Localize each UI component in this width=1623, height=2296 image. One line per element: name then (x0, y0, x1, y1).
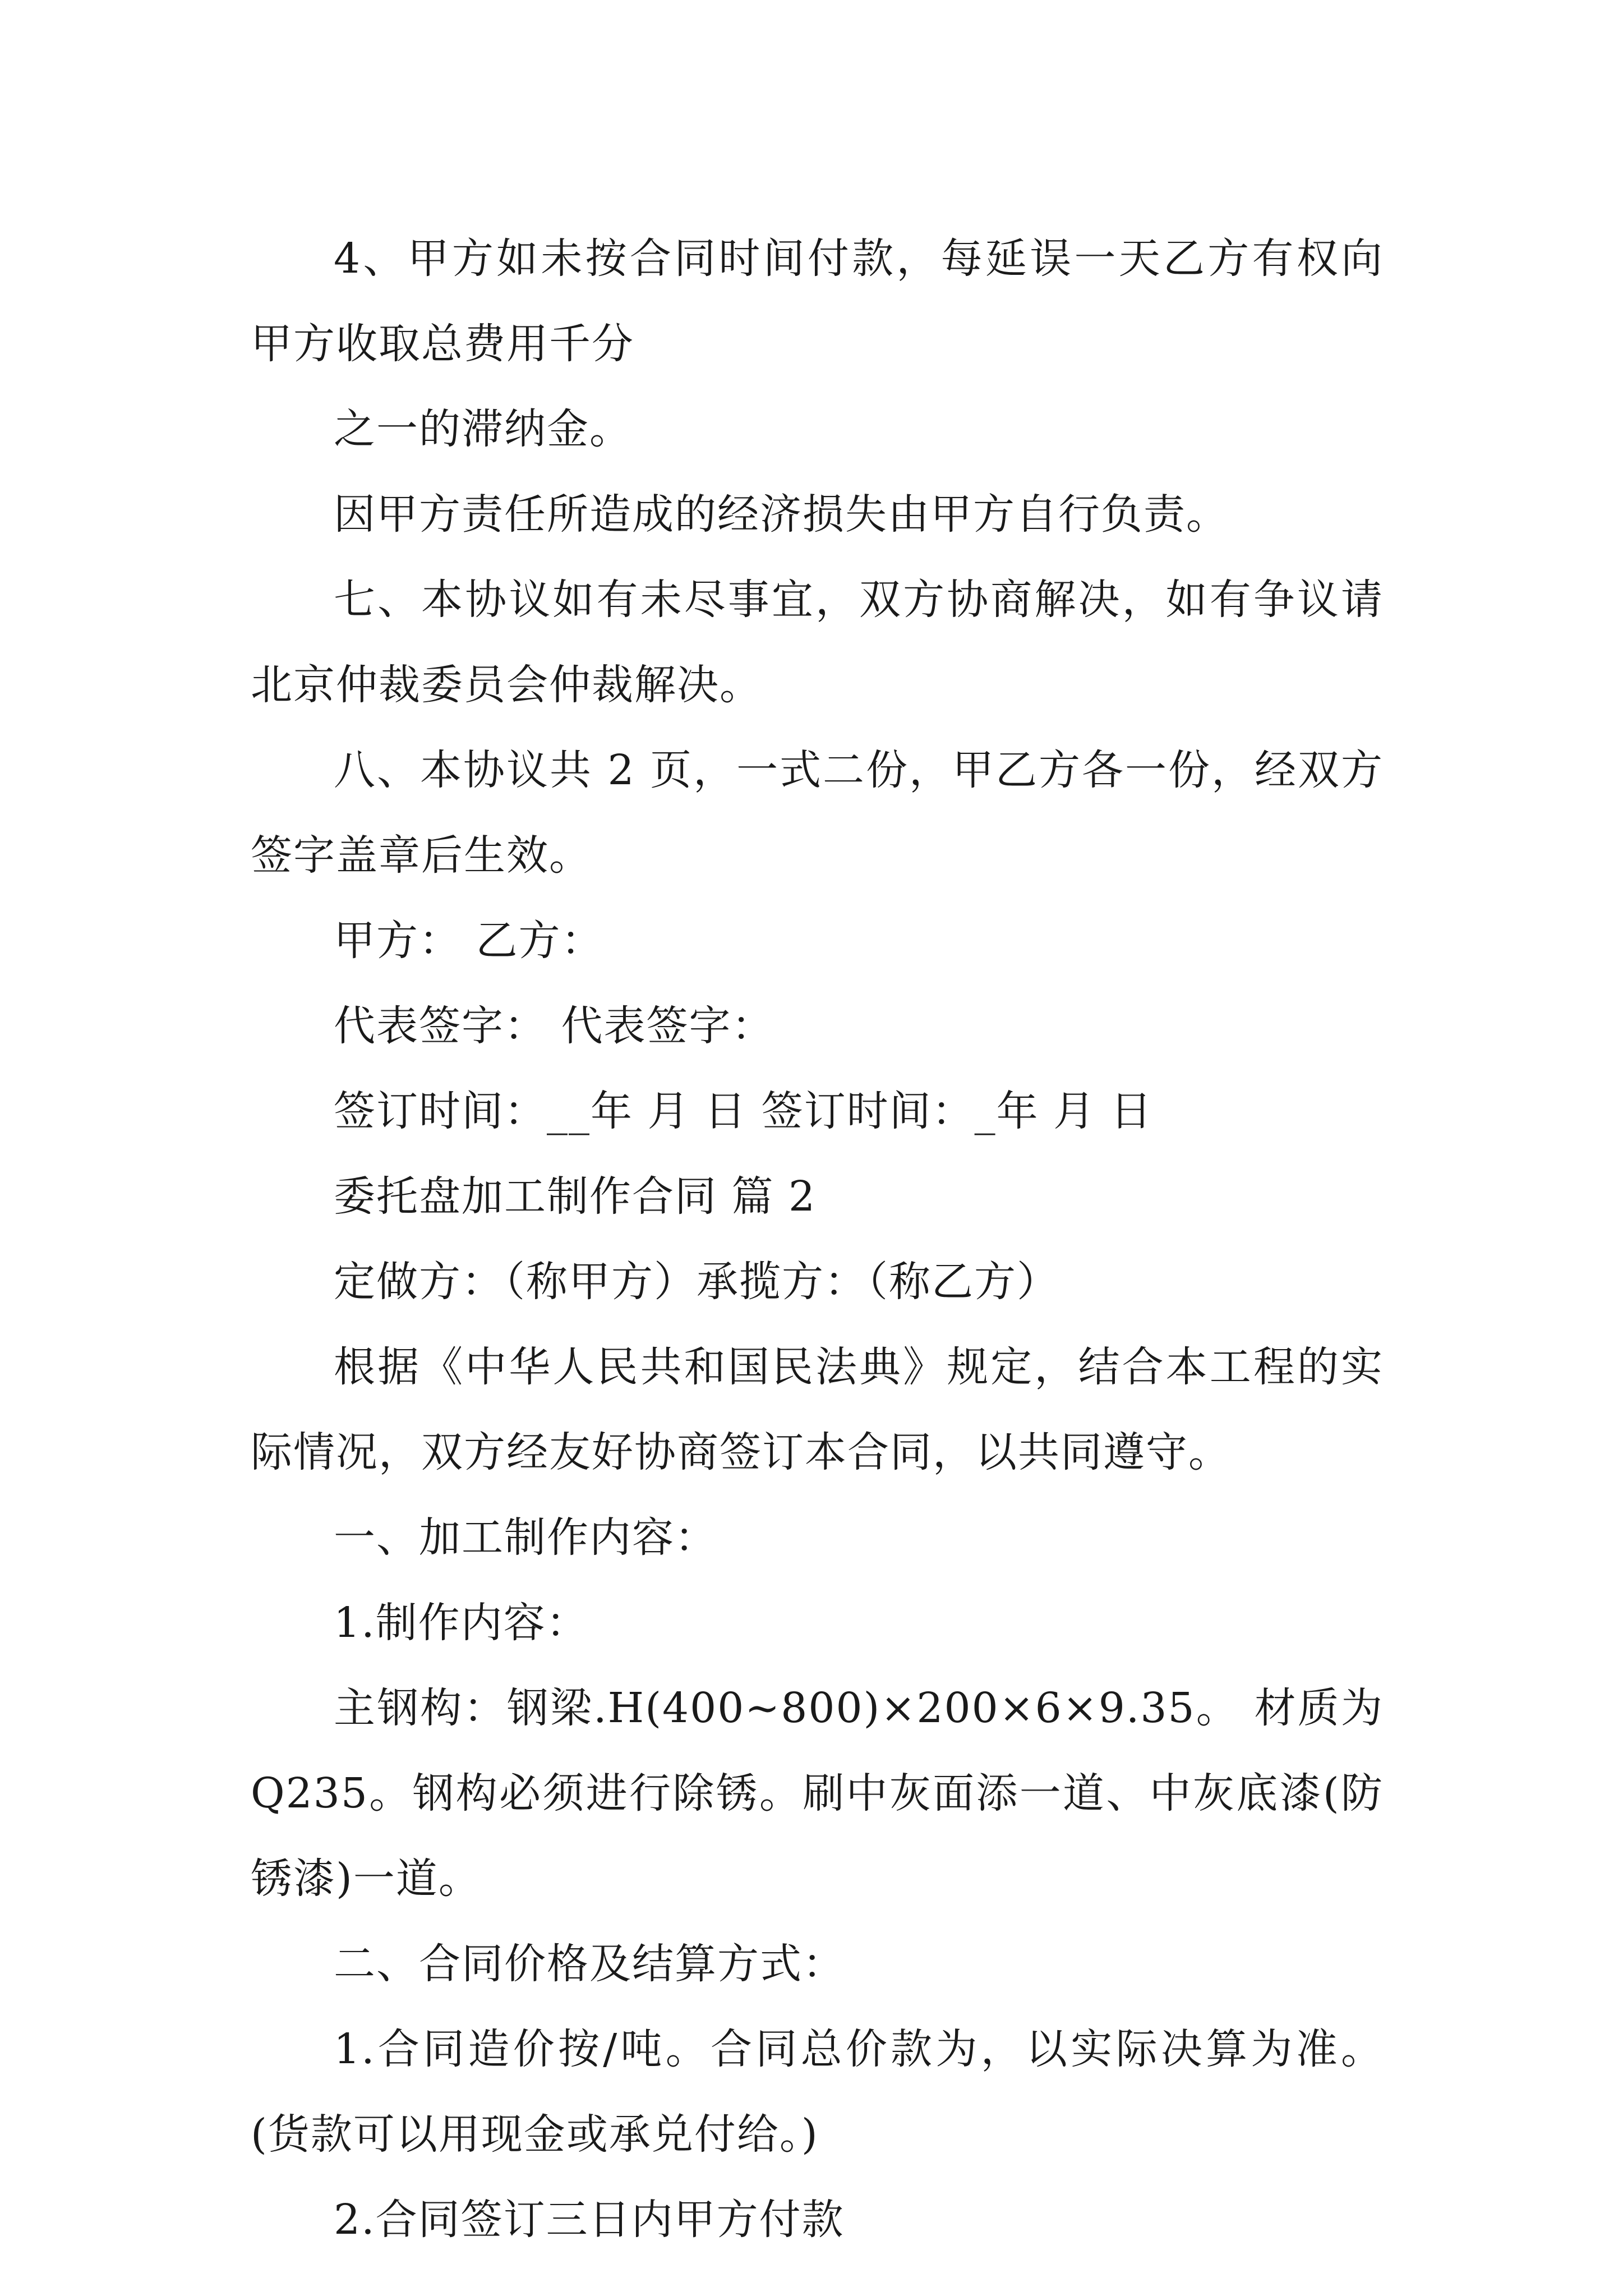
paragraph-parties: 定做方：（称甲方）承揽方：（称乙方） (334, 1258, 1059, 1306)
paragraph-payment-terms: 2.合同签订三日内甲方付款 (334, 2196, 845, 2244)
paragraph-late-payment: 4、甲方如未按合同时间付款，每延误一天乙方有权向甲方收取总费用千分 (251, 234, 1384, 368)
subheading-content: 1.制作内容： (334, 1599, 589, 1647)
paragraph-legal-basis: 根据《中华人民共和国民法典》规定，结合本工程的实际情况，双方经友好协商签订本合同，以共同遵守。 (251, 1343, 1384, 1476)
paragraph-late-fee: 之一的滞纳金。 (334, 405, 632, 453)
signature-representatives: 代表签字： 代表签字： (334, 1002, 774, 1050)
document-body (251, 216, 1384, 2262)
paragraph-clause-eight: 八、本协议共 2 页，一式二份，甲乙方各一份，经双方签字盖章后生效。 (251, 746, 1384, 880)
section-title: 委托盘加工制作合同 篇 2 (334, 1172, 817, 1221)
paragraph-clause-seven: 七、本协议如有未尽事宜，双方协商解决，如有争议请北京仲裁委员会仲裁解决。 (251, 576, 1384, 709)
paragraph-contract-price: 1.合同造价按/吨。合同总价款为，以实际决算为准。(货款可以用现金或承兑付给。) (251, 2025, 1384, 2159)
signature-dates: 签订时间：__年 月 日 签订时间：_年 月 日 (334, 1087, 1153, 1135)
heading-price-settlement: 二、合同价格及结算方式： (334, 1940, 845, 1988)
paragraph-loss-liability: 因甲方责任所造成的经济损失由甲方自行负责。 (334, 490, 1229, 539)
signature-parties: 甲方： 乙方： (334, 917, 604, 965)
heading-processing-content: 一、加工制作内容： (334, 1513, 717, 1562)
paragraph-steel-structure: 主钢构：钢梁.H(400~800)×200×6×9.35。 材质为Q235。钢构必须进行除锈。刷中灰面添一道、中灰底漆(防锈漆)一道。 (251, 1684, 1384, 1903)
